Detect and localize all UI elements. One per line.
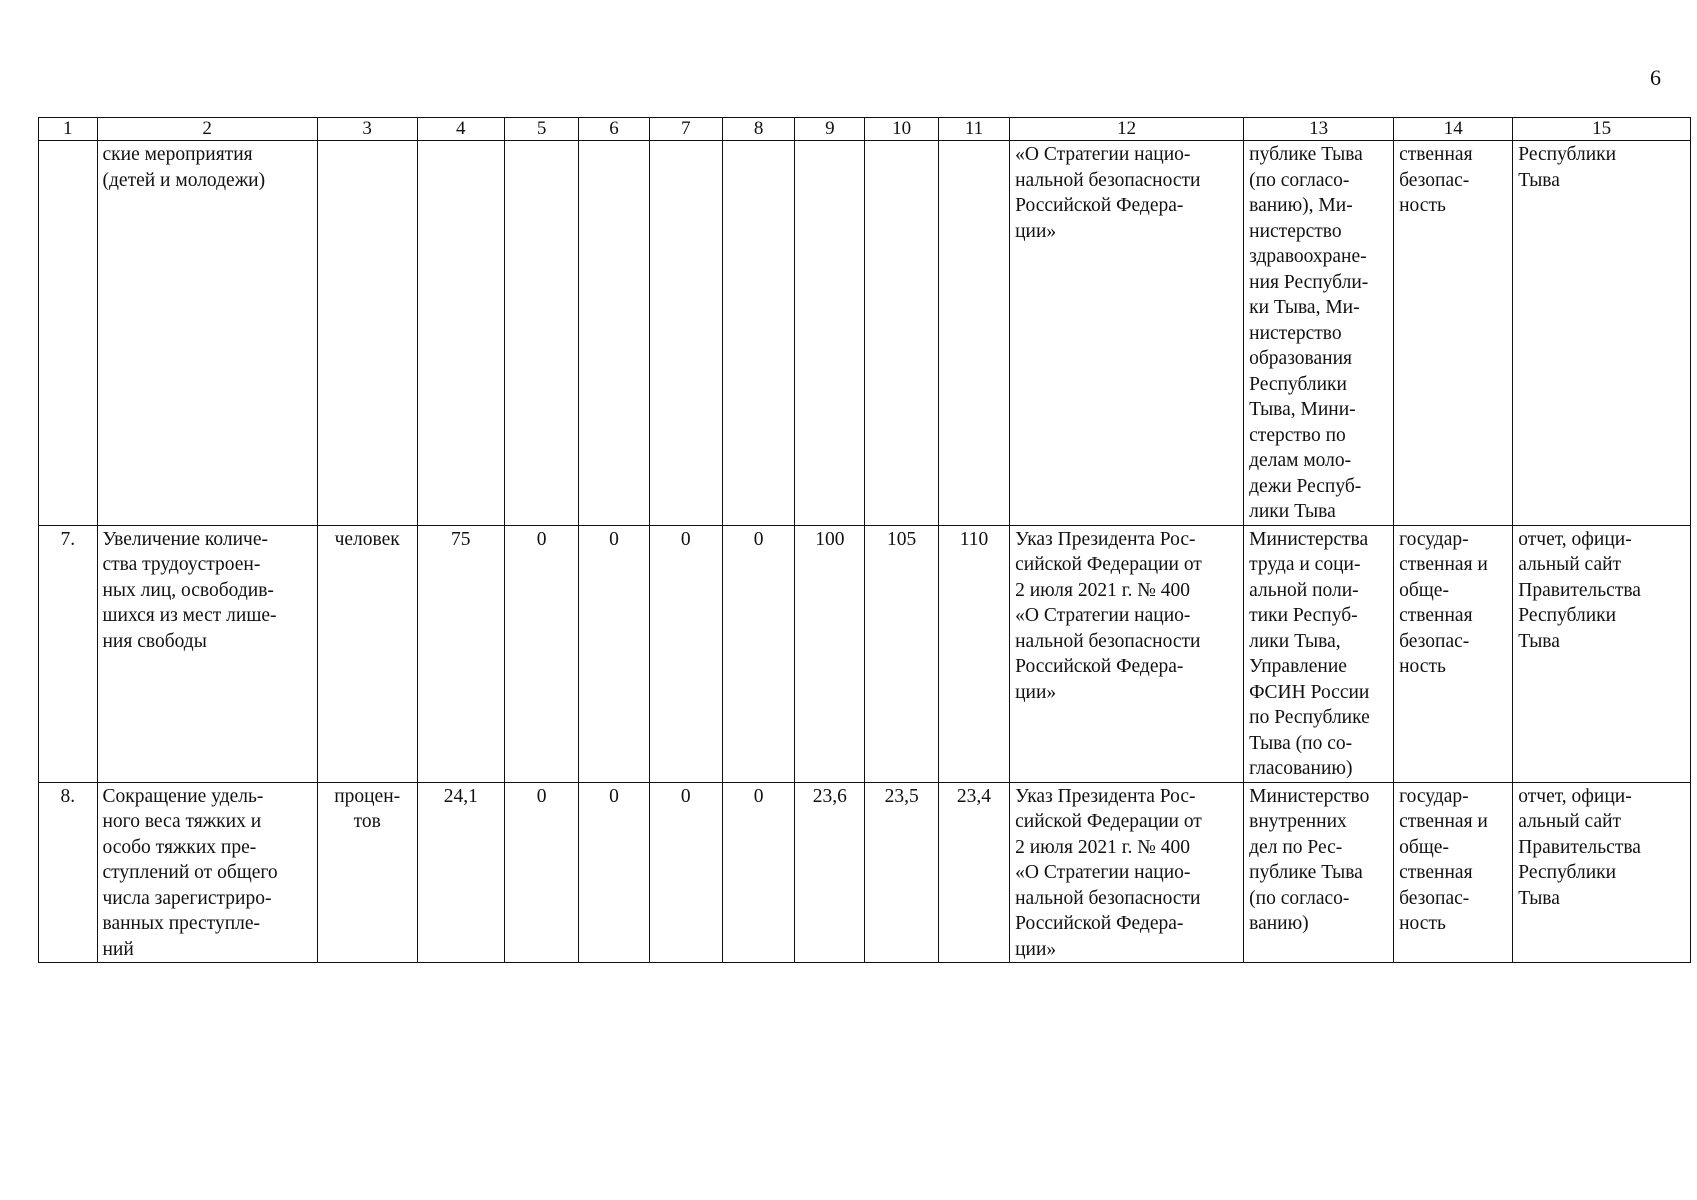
text-line: альный сайт	[1518, 811, 1622, 832]
text-line: числа зарегистриро-	[102, 887, 272, 909]
text-line: ния свободы	[102, 630, 207, 652]
text-line: процен-	[334, 785, 401, 807]
text-line: нальной безопасности	[1015, 887, 1201, 909]
text-line: ванию), Ми-	[1249, 195, 1353, 216]
text-line: ственная и	[1399, 554, 1488, 575]
text-line: Тыва, Мини-	[1249, 399, 1356, 420]
text-line: здравоохране-	[1249, 246, 1367, 267]
value-col-9: 100	[795, 525, 865, 782]
text-line: ственная	[1399, 144, 1473, 165]
text-line: стерство по	[1249, 424, 1346, 446]
text-line: труда и соци-	[1249, 554, 1361, 575]
text-line: Республики	[1249, 373, 1347, 395]
indicator-name	[97, 525, 317, 782]
legal-basis	[1010, 525, 1244, 782]
column-number-row	[39, 118, 1691, 141]
column-number: 7	[649, 118, 722, 141]
text-line: Сокращение удель-	[102, 785, 264, 807]
text-line: Тыва	[1518, 630, 1560, 652]
text-line: нистерство	[1249, 220, 1342, 242]
text-line: ний	[102, 938, 134, 960]
column-number: 8	[722, 118, 794, 141]
text-line: внутренних	[1249, 811, 1347, 832]
row-index: 8.	[39, 782, 98, 963]
text-line: ванию)	[1249, 913, 1309, 934]
legal-basis	[1010, 141, 1244, 526]
column-number: 13	[1244, 118, 1394, 141]
text-line: ность	[1399, 656, 1446, 677]
unit-of-measure	[317, 525, 417, 782]
text-line: публике Тыва	[1249, 144, 1363, 165]
value-col-6	[579, 141, 649, 526]
responsible-body	[1244, 525, 1394, 782]
value-col-8: 0	[722, 782, 794, 963]
column-number: 5	[504, 118, 578, 141]
row-index	[39, 141, 98, 526]
text-line: дел по Рес-	[1249, 836, 1343, 858]
column-number: 3	[317, 118, 417, 141]
text-line: Министерство	[1249, 785, 1370, 807]
unit-of-measure	[317, 141, 417, 526]
text-line: Увеличение количе-	[102, 528, 268, 550]
text-line: ность	[1399, 913, 1446, 934]
column-number: 4	[417, 118, 504, 141]
value-col-6: 0	[579, 782, 649, 963]
text-line: особо тяжких пре-	[102, 836, 257, 858]
text-line: ность	[1399, 195, 1446, 216]
responsible-body	[1244, 141, 1394, 526]
text-line: ции»	[1015, 220, 1057, 242]
text-line: безопас-	[1399, 630, 1470, 652]
value-col-10: 105	[865, 525, 938, 782]
value-col-11	[938, 141, 1009, 526]
text-line: дежи Респуб-	[1249, 475, 1362, 497]
text-line: (детей и молодежи)	[102, 169, 266, 191]
text-line: (по согласо-	[1249, 887, 1350, 909]
page-number: 6	[1650, 65, 1661, 90]
value-col-8	[722, 141, 794, 526]
value-col-11: 23,4	[938, 782, 1009, 963]
text-line: 2 июля 2021 г. № 400	[1015, 579, 1190, 601]
column-number: 14	[1394, 118, 1513, 141]
text-line: образования	[1249, 348, 1353, 369]
unit-of-measure	[317, 782, 417, 963]
value-col-9	[795, 141, 865, 526]
text-line: обще-	[1399, 836, 1449, 858]
value-col-10	[865, 141, 938, 526]
column-number: 9	[795, 118, 865, 141]
text-line: Тыва	[1518, 887, 1560, 909]
value-col-5	[504, 141, 578, 526]
text-line: безопас-	[1399, 169, 1470, 191]
value-col-7: 0	[649, 782, 722, 963]
text-line: нальной безопасности	[1015, 169, 1201, 191]
text-line: отчет, офици-	[1518, 785, 1632, 807]
text-line: государ-	[1399, 528, 1469, 550]
text-line: государ-	[1399, 785, 1469, 807]
text-line: сийской Федерации от	[1015, 554, 1202, 575]
row-index: 7.	[39, 525, 98, 782]
value-col-6: 0	[579, 525, 649, 782]
column-number: 6	[579, 118, 649, 141]
text-line: Указ Президента Рос-	[1015, 528, 1196, 550]
text-line: Правительства	[1518, 836, 1641, 858]
text-line: безопас-	[1399, 887, 1470, 909]
text-line: публике Тыва	[1249, 862, 1363, 883]
text-line: ния Республи-	[1249, 271, 1369, 293]
text-line: ных лиц, освободив-	[102, 579, 274, 601]
text-line: ного веса тяжких и	[102, 811, 262, 832]
text-line: 2 июля 2021 г. № 400	[1015, 836, 1190, 858]
text-line: Указ Президента Рос-	[1015, 785, 1196, 807]
table-row	[39, 525, 1691, 782]
value-col-8: 0	[722, 525, 794, 782]
column-number: 11	[938, 118, 1009, 141]
column-number: 10	[865, 118, 938, 141]
text-line: Управление	[1249, 656, 1347, 677]
text-line: ственная и	[1399, 811, 1488, 832]
text-line: тов	[353, 811, 381, 832]
text-line: Российской Федера-	[1015, 913, 1184, 934]
text-line: гласованию)	[1249, 758, 1353, 779]
text-line: ФСИН России	[1249, 681, 1370, 703]
value-col-5: 0	[504, 525, 578, 782]
text-line: Республики	[1518, 144, 1617, 165]
value-col-4	[417, 141, 504, 526]
text-line: (по согласо-	[1249, 169, 1350, 191]
value-col-4: 24,1	[417, 782, 504, 963]
table-row	[39, 782, 1691, 963]
text-line: Республики	[1518, 605, 1617, 626]
text-line: ступлений от общего	[102, 862, 278, 883]
text-line: «О Стратегии нацио-	[1015, 605, 1191, 626]
value-col-9: 23,6	[795, 782, 865, 963]
security-area	[1394, 141, 1513, 526]
text-line: «О Стратегии нацио-	[1015, 862, 1191, 883]
data-source	[1513, 141, 1691, 526]
text-line: тики Респуб-	[1249, 605, 1358, 626]
value-col-4: 75	[417, 525, 504, 782]
text-line: делам моло-	[1249, 450, 1352, 471]
text-line: Правительства	[1518, 579, 1641, 601]
data-source	[1513, 525, 1691, 782]
text-line: лики Тыва	[1249, 501, 1336, 522]
table-row	[39, 141, 1691, 526]
value-col-11: 110	[938, 525, 1009, 782]
text-line: нистерство	[1249, 322, 1342, 344]
value-col-7	[649, 141, 722, 526]
text-line: обще-	[1399, 579, 1449, 601]
text-line: Российской Федера-	[1015, 195, 1184, 216]
text-line: нальной безопасности	[1015, 630, 1201, 652]
text-line: ванных преступле-	[102, 913, 261, 934]
text-line: ские мероприятия	[102, 144, 253, 165]
text-line: ции»	[1015, 681, 1057, 703]
text-line: лики Тыва,	[1249, 630, 1341, 652]
responsible-body	[1244, 782, 1394, 963]
data-source	[1513, 782, 1691, 963]
text-line: альной поли-	[1249, 579, 1359, 601]
legal-basis	[1010, 782, 1244, 963]
text-line: по Республике	[1249, 707, 1370, 728]
indicator-name	[97, 782, 317, 963]
text-line: ственная	[1399, 862, 1473, 883]
text-line: Российской Федера-	[1015, 656, 1184, 677]
text-line: «О Стратегии нацио-	[1015, 144, 1191, 165]
security-area	[1394, 525, 1513, 782]
text-line: шихся из мест лише-	[102, 605, 277, 626]
text-line: Тыва (по со-	[1249, 732, 1353, 754]
column-number: 12	[1010, 118, 1244, 141]
text-line: альный сайт	[1518, 554, 1622, 575]
column-number: 2	[97, 118, 317, 141]
value-col-5: 0	[504, 782, 578, 963]
text-line: ки Тыва, Ми-	[1249, 297, 1360, 318]
text-line: Министерства	[1249, 528, 1369, 550]
text-line: отчет, офици-	[1518, 528, 1632, 550]
text-line: ства трудоустроен-	[102, 554, 261, 575]
value-col-10: 23,5	[865, 782, 938, 963]
column-number: 15	[1513, 118, 1691, 141]
indicator-name	[97, 141, 317, 526]
text-line: ственная	[1399, 605, 1473, 626]
security-area	[1394, 782, 1513, 963]
value-col-7: 0	[649, 525, 722, 782]
text-line: Тыва	[1518, 169, 1560, 191]
text-line: ции»	[1015, 938, 1057, 960]
text-line: Республики	[1518, 862, 1617, 883]
indicators-table	[38, 117, 1691, 963]
text-line: сийской Федерации от	[1015, 811, 1202, 832]
column-number: 1	[39, 118, 98, 141]
text-line: человек	[334, 528, 400, 550]
